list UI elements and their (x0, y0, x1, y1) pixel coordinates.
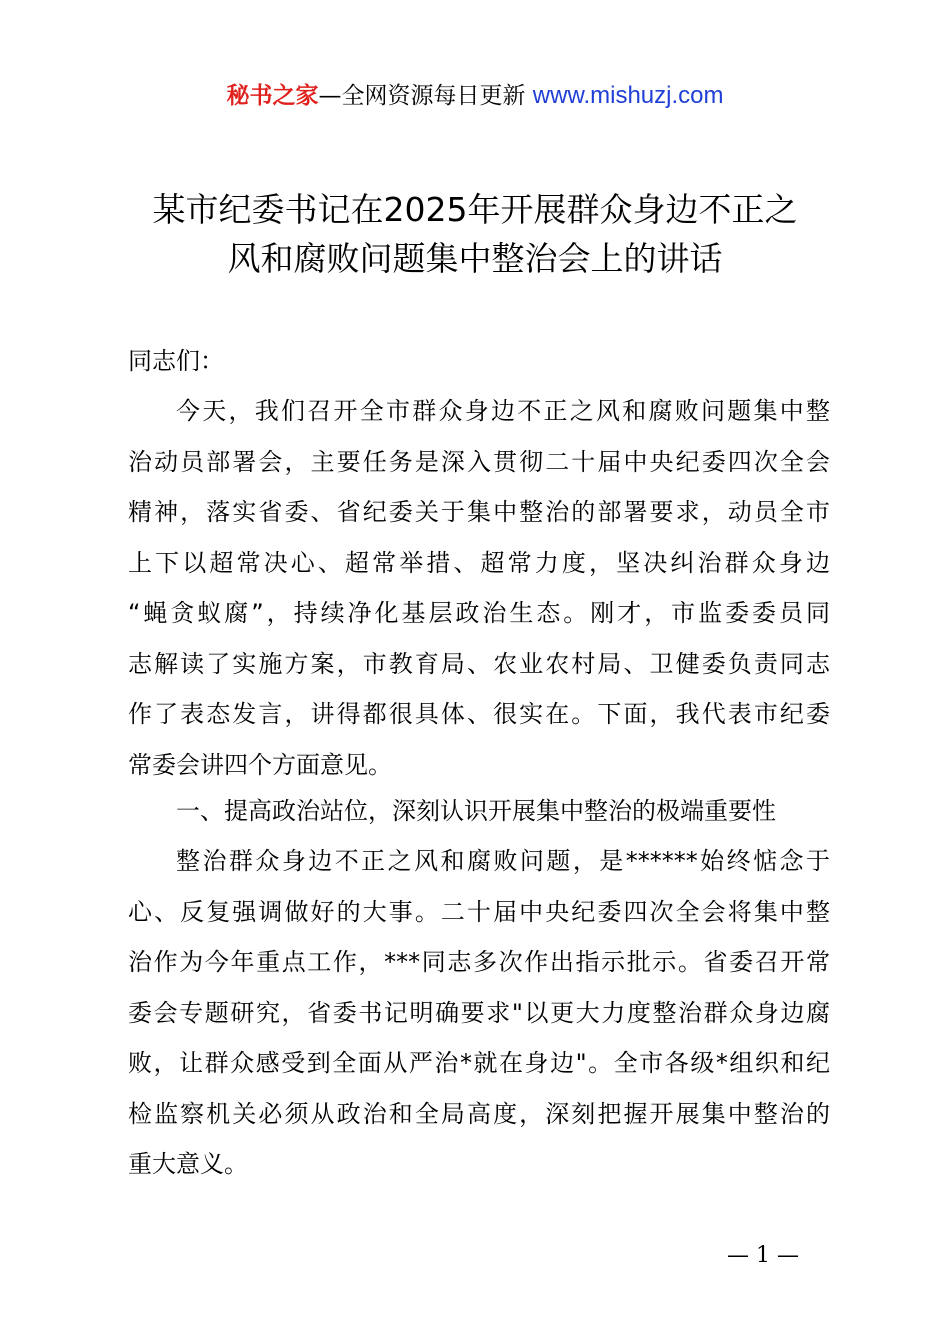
paragraph-line: 委会专题研究，省委书记明确要求"以更大力度整治群众身边腐 (128, 998, 830, 1027)
site-header (0, 80, 950, 112)
paragraph-line: “蝇贪蚁腐”，持续净化基层政治生态。刚才，市监委委员同 (128, 599, 830, 627)
paragraph-line: 精神，落实省委、省纪委关于集中整治的部署要求，动员全市 (128, 498, 830, 526)
greeting-text: 同志们： (128, 347, 224, 375)
paragraph-line: 心、反复强调做好的大事。二十届中央纪委四次全会将集中整 (128, 897, 830, 926)
page-number: — 1 — (727, 1243, 799, 1268)
title-line-1: 某市纪委书记在2025年开展群众身边不正之 (152, 190, 798, 229)
paragraph-opening (128, 386, 830, 790)
document-title (100, 185, 850, 283)
site-url-link[interactable]: www.mishuzj.com (532, 82, 724, 109)
paragraph-section-1 (128, 836, 830, 1190)
paragraph-line: 整治群众身边不正之风和腐败问题，是******始终惦念于 (176, 847, 830, 875)
section-heading-text: 一、提高政治站位，深刻认识开展集中整治的极端重要性 (176, 797, 776, 825)
brand-name: 秘书之家 (226, 83, 319, 109)
paragraph-line: 上下以超常决心、超常举措、超常力度，坚决纠治群众身边 (128, 548, 830, 577)
header-tagline: —全网资源每日更新 (318, 83, 526, 109)
paragraph-line: 治作为今年重点工作，***同志多次作出指示批示。省委召开常 (128, 948, 830, 976)
paragraph-line: 志解读了实施方案，市教育局、农业农村局、卫健委负责同志 (128, 649, 830, 678)
paragraph-line: 重大意义。 (128, 1150, 248, 1178)
greeting (128, 336, 830, 387)
title-line-2: 风和腐败问题集中整治会上的讲话 (227, 239, 723, 278)
paragraph-line: 检监察机关必须从政治和全局高度，深刻把握开展集中整治的 (128, 1099, 830, 1128)
paragraph-line: 治动员部署会，主要任务是深入贯彻二十届中央纪委四次全会 (128, 447, 830, 476)
paragraph-line: 作了表态发言，讲得都很具体、很实在。下面，我代表市纪委 (128, 700, 830, 728)
section-heading-1 (128, 786, 830, 837)
paragraph-line: 今天，我们召开全市群众身边不正之风和腐败问题集中整 (176, 397, 830, 425)
paragraph-line: 败，让群众感受到全面从严治*就在身边"。全市各级*组织和纪 (128, 1049, 830, 1077)
paragraph-line: 常委会讲四个方面意见。 (128, 750, 392, 779)
